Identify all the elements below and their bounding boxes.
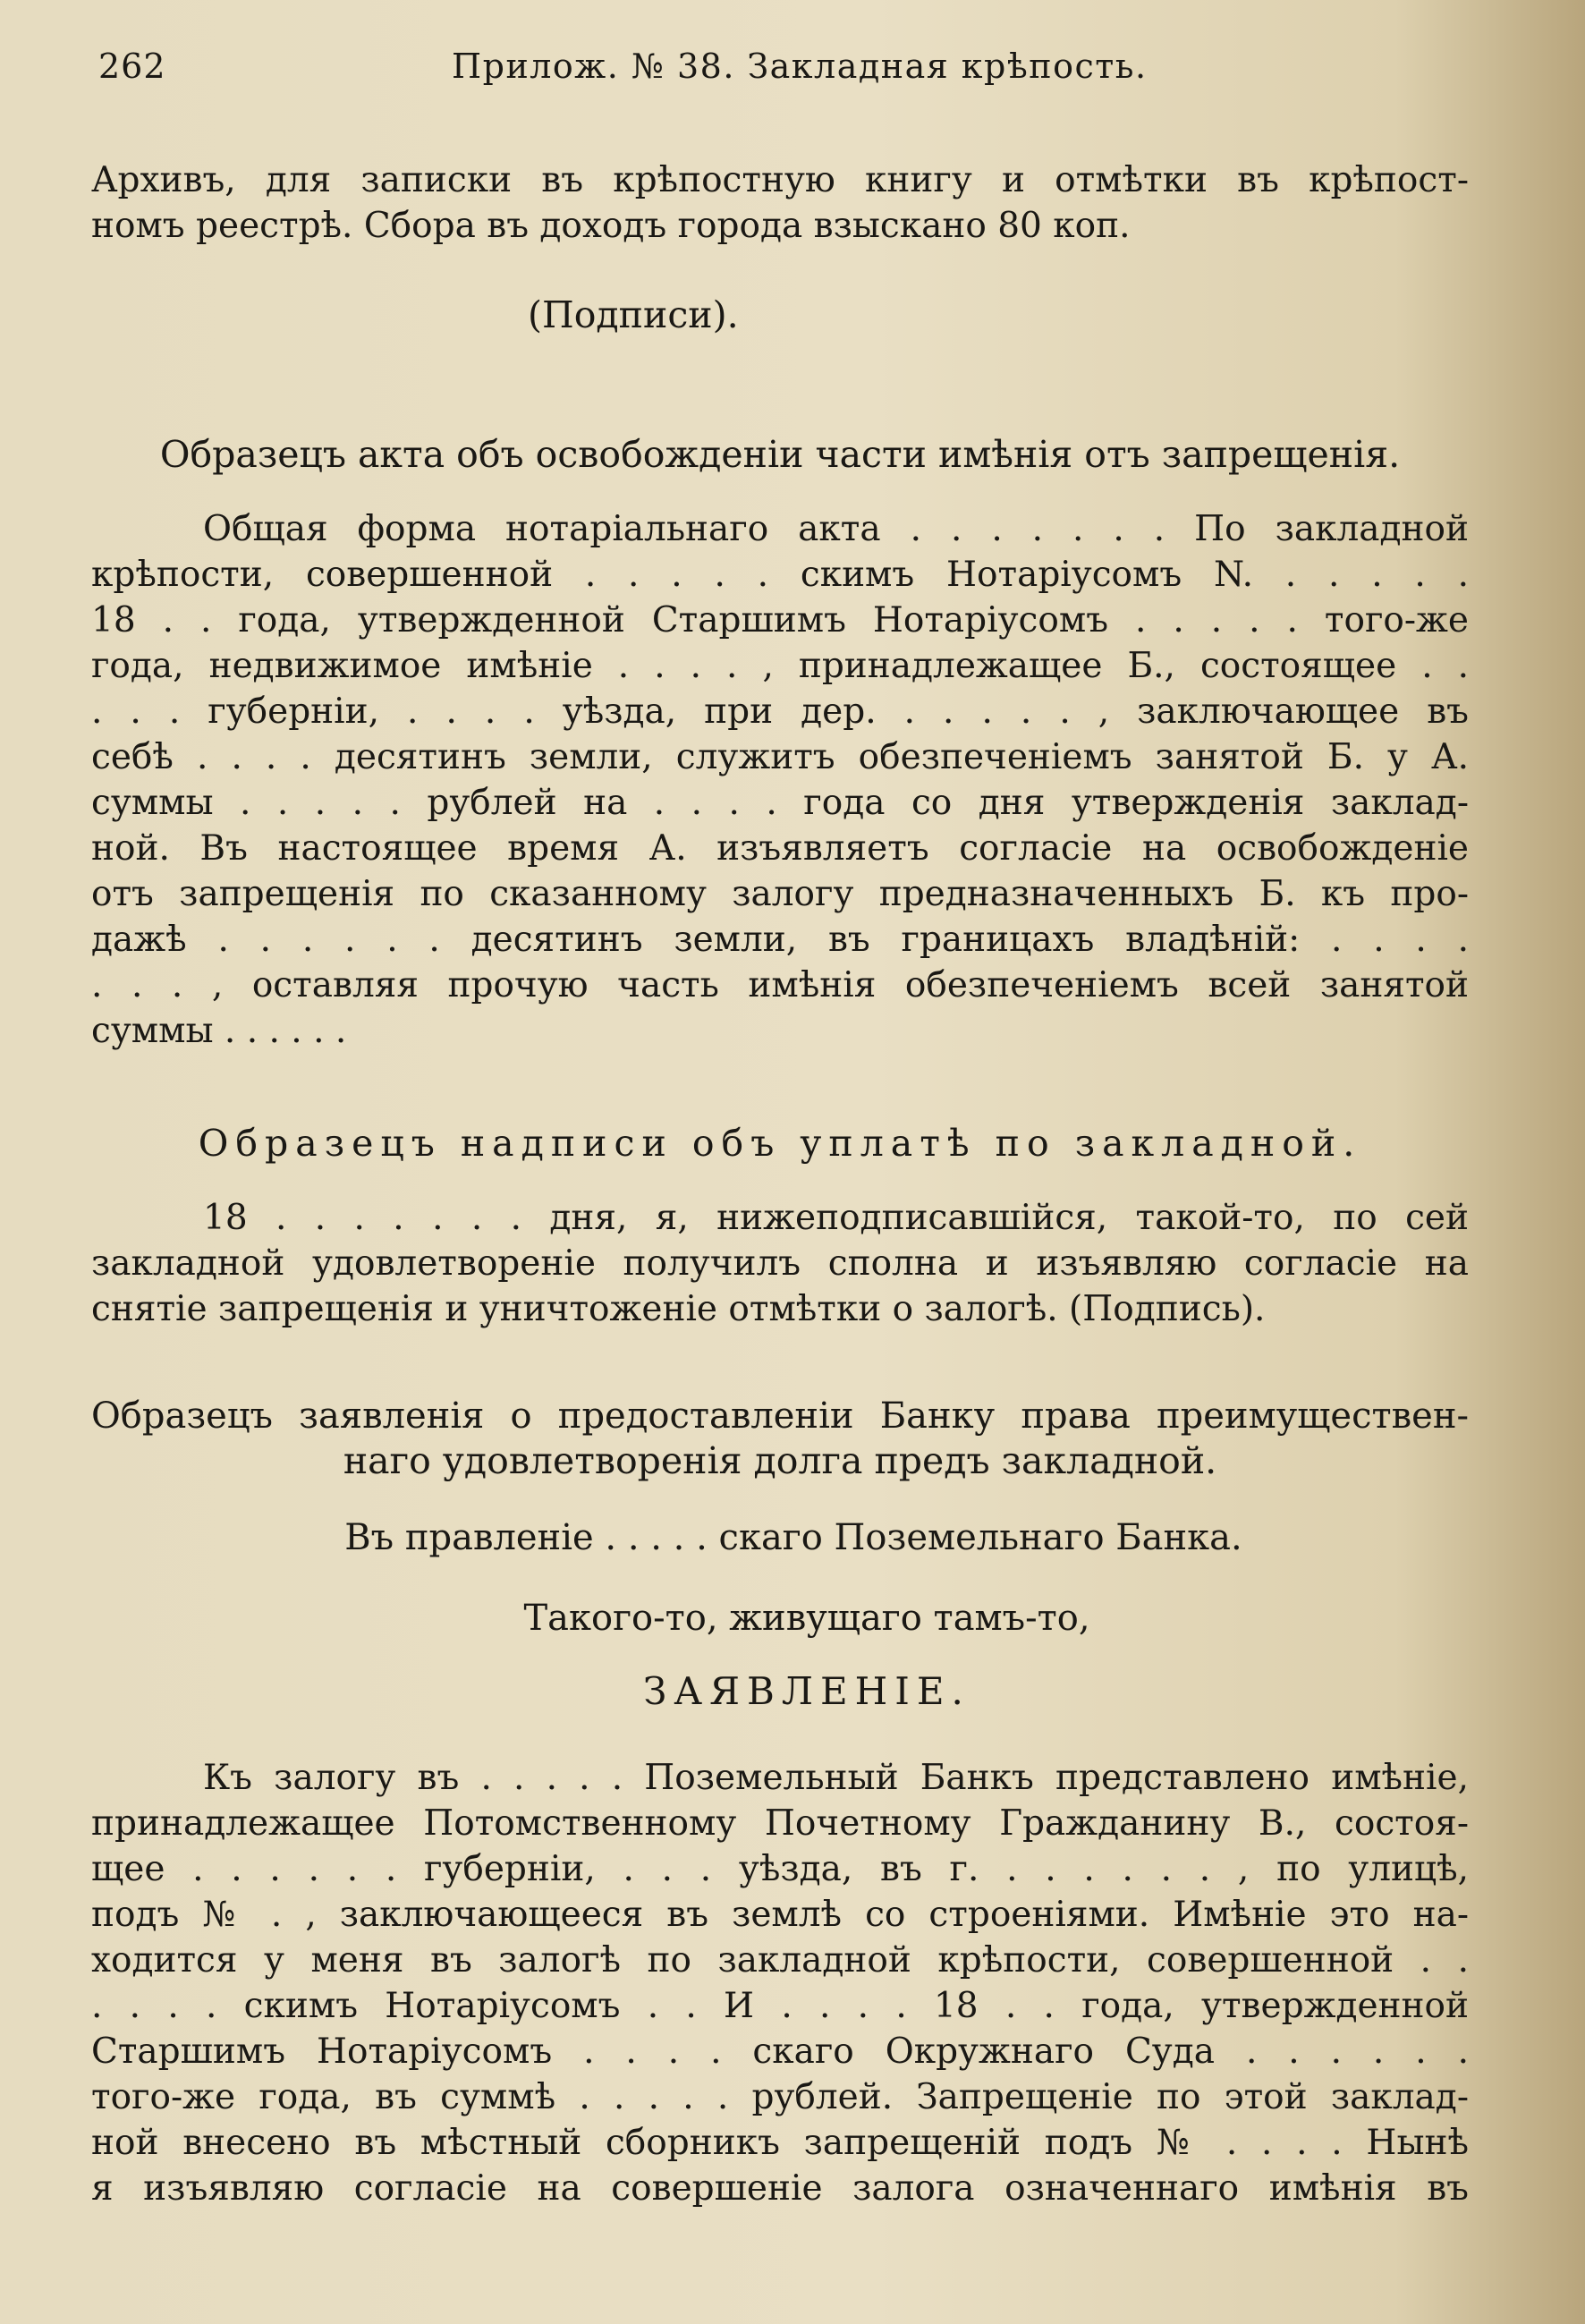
signatures-note: (Подписи).: [528, 293, 739, 336]
text-line: Къ залогу въ . . . . . Поземельный Банкъ представлено имѣніе,: [203, 1758, 1469, 1798]
text-line: принадлежащее Потомственному Почетному Гражданину В., состоя-: [91, 1803, 1469, 1844]
section-heading: Образецъ акта объ освобожденіи части имѣнія отъ запрещенія.: [159, 433, 1401, 476]
addressee: [91, 1517, 1469, 1558]
running-title: Прилож. № 38. Закладная крѣпость.: [452, 47, 1148, 86]
addressee-line: Въ правленіе . . . . . скаго Поземельнаго Банка.: [344, 1517, 1242, 1558]
section-payment-note-body: [91, 1195, 1469, 1332]
text-line: Общая форма нотаріальнаго акта . . . . . . . По закладной: [203, 509, 1469, 549]
text-line: Архивъ, для записки въ крѣпостную книгу и отмѣтки въ крѣпост-: [91, 160, 1469, 200]
text-line: года, недвижимое имѣніе . . . . , принадлежащее Б., состоящее . .: [91, 646, 1469, 686]
text-line: щее . . . . . . губерніи, . . . уѣзда, въ г. . . . . . . , по улицѣ,: [91, 1849, 1469, 1889]
text-line: дажѣ . . . . . . десятинъ земли, въ границахъ владѣній: . . . .: [91, 920, 1469, 960]
section-heading: Образецъ надписи объ уплатѣ по закладной.: [198, 1122, 1362, 1165]
text-line: . . . , оставляя прочую часть имѣнія обезпеченіемъ всей занятой: [91, 965, 1469, 1005]
sender-line: Такого-то, живущаго тамъ-то,: [523, 1598, 1090, 1639]
text-line: номъ реестрѣ. Сбора въ доходъ города взыскано 80 коп.: [91, 206, 1131, 246]
text-line: ной внесено въ мѣстный сборникъ запрещеній подъ № . . . . Нынѣ: [91, 2123, 1469, 2163]
intro-paragraph: [91, 157, 1469, 249]
text-line: . . . губерніи, . . . . уѣзда, при дер. . . . . . , заключающее въ: [91, 691, 1469, 732]
text-line: ной. Въ настоящее время А. изъявляетъ согласіе на освобожденіе: [91, 828, 1469, 869]
text-line: ходится у меня въ залогѣ по закладной крѣпости, совершенной . .: [91, 1940, 1469, 1980]
text-line: себѣ . . . . десятинъ земли, служитъ обезпеченіемъ занятой Б. у А.: [91, 737, 1469, 777]
text-line: Старшимъ Нотаріусомъ . . . . скаго Окружнаго Суда . . . . . .: [91, 2031, 1469, 2072]
sender: [91, 1598, 1469, 1639]
section-heading-cont: наго удовлетворенія долга предъ закладной.: [343, 1439, 1217, 1482]
document-title: [91, 1669, 1469, 1713]
section-bank-statement: [91, 1394, 1469, 1482]
section-release-act-body: [91, 506, 1469, 1054]
text-line: я изъявляю согласіе на совершеніе залога означеннаго имѣнія въ: [91, 2168, 1469, 2209]
text-line: 18 . . года, утвержденной Старшимъ Нотаріусомъ . . . . . того-же: [91, 600, 1469, 640]
text-line: снятіе запрещенія и уничтоженіе отмѣтки о залогѣ. (Подпись).: [91, 1289, 1266, 1329]
text-line: отъ запрещенія по сказанному залогу предназначенныхъ Б. къ про-: [91, 874, 1469, 914]
text-line: 18 . . . . . . . дня, я, нижеподписавшійся, такой-то, по сей: [203, 1198, 1469, 1238]
section-release-act: [91, 431, 1469, 478]
section-heading: Образецъ заявленія о предоставленіи Банку права преимуществен-: [91, 1395, 1469, 1437]
text-line: того-же года, въ суммѣ . . . . . рублей. Запрещеніе по этой заклад-: [91, 2077, 1469, 2117]
text-line: подъ № . , заключающееся въ землѣ со строеніями. Имѣніе это на-: [91, 1895, 1469, 1935]
text-line: суммы . . . . . рублей на . . . . года со дня утвержденія заклад-: [91, 783, 1469, 823]
text-line: закладной удовлетвореніе получилъ сполна и изъявляю согласіе на: [91, 1243, 1469, 1284]
text-line: . . . . скимъ Нотаріусомъ . . И . . . . 18 . . года, утвержденной: [91, 1986, 1469, 2026]
page-header: [98, 47, 1476, 100]
statement-title: ЗАЯВЛЕНІЕ.: [643, 1669, 970, 1713]
text-line: крѣпости, совершенной . . . . . скимъ Нотаріусомъ N. . . . . .: [91, 555, 1469, 595]
section-bank-statement-body: [91, 1755, 1469, 2211]
text-line: суммы . . . . . .: [91, 1011, 347, 1051]
page-number: 262: [98, 47, 166, 86]
section-payment-note: [91, 1120, 1469, 1166]
